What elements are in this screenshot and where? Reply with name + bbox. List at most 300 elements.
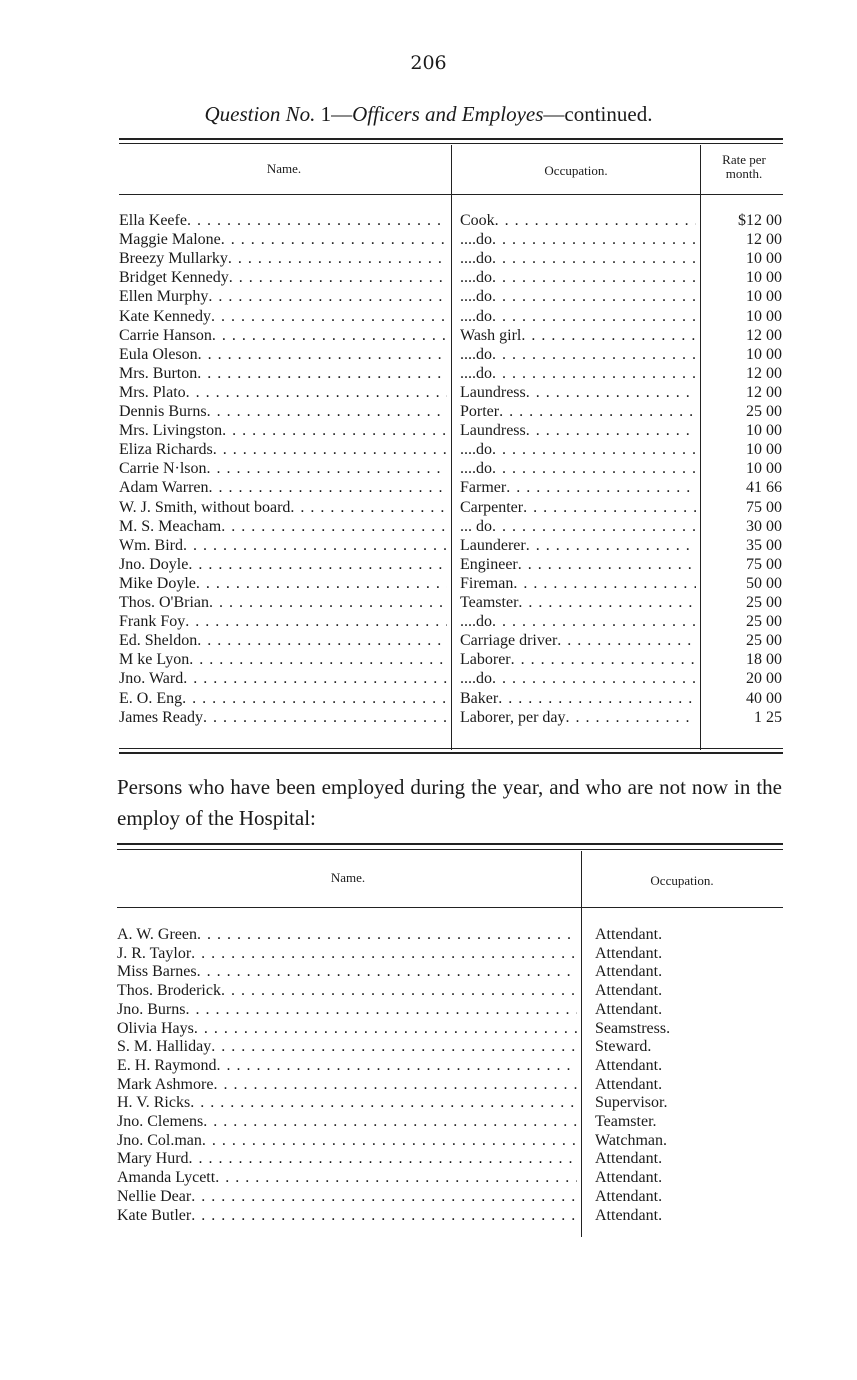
employee-name-text: M ke Lyon: [119, 651, 190, 669]
employee-name-text: Eula Oleson: [119, 345, 198, 363]
employee-occupation-text: ....do: [460, 288, 492, 306]
employee-name-text: Ellen Murphy: [119, 288, 209, 306]
table2-header-rule: [117, 907, 783, 908]
employee-name-text: James Ready: [119, 708, 203, 726]
employee-occupation-text: Carriage driver: [460, 632, 558, 650]
table1-occupation-cell: [460, 669, 696, 688]
employee-occupation: [460, 364, 696, 383]
table2-name-cell: [117, 1149, 577, 1168]
employee-occupation-text: Laundress: [460, 422, 526, 440]
table1-occupation-cell: [460, 307, 696, 326]
employee-name-text: Kate Kennedy: [119, 307, 211, 325]
table1-name-cell: [119, 708, 447, 727]
table1-name-cell: [119, 345, 447, 364]
former-employee-name-text: Jno. Clemens: [117, 1113, 204, 1130]
title-subject: Officers and Employes: [352, 102, 544, 126]
employee-occupation-text: Laundress: [460, 383, 526, 401]
dot-leader: [197, 364, 447, 383]
former-employee-name: [117, 1056, 577, 1075]
dot-leader: [191, 944, 577, 963]
dot-leader: [185, 612, 447, 631]
former-employee-name-text: Thos. Broderick: [117, 982, 221, 1000]
table2-name-cell: [117, 1168, 577, 1187]
employee-occupation: [460, 230, 696, 249]
dot-leader: [189, 650, 447, 669]
table2-header-name: Name.: [330, 870, 366, 885]
table1-rate-cell: 1 25: [754, 708, 782, 726]
employee-name-text: Jno. Doyle: [119, 555, 189, 573]
employee-occupation: [460, 650, 696, 669]
dot-leader: [196, 574, 447, 593]
table2-occupation-cell: Attendant.: [595, 1000, 663, 1018]
table1-rate-cell: 12 00: [746, 383, 782, 401]
table1-occupation-cell: [460, 478, 696, 497]
employee-occupation: [460, 574, 696, 593]
table1-name-cell: [119, 593, 447, 612]
employee-occupation: [460, 383, 696, 402]
employee-name-text: Carrie N·lson: [119, 460, 207, 478]
table2-name-cell: [117, 1075, 577, 1094]
table2-occupation-cell: Supervisor.: [595, 1094, 668, 1112]
former-employee-name: [117, 1019, 577, 1038]
table2-name-cell: [117, 1056, 577, 1075]
dot-leader: [188, 555, 447, 574]
employee-name: [119, 307, 447, 326]
table1-occupation-cell: [460, 326, 696, 345]
table1-name-cell: [119, 612, 447, 631]
dot-leader: [506, 478, 696, 497]
dot-leader: [202, 1131, 577, 1150]
dot-leader: [222, 421, 447, 440]
table2-occupation-cell: Attendant.: [595, 982, 663, 1000]
dot-leader: [492, 669, 696, 688]
table1-name-cell: [119, 326, 447, 345]
former-employee-name: [117, 944, 577, 963]
table1-rate-cell: 12 00: [746, 231, 782, 249]
employee-name: [119, 517, 447, 536]
dot-leader: [185, 1000, 577, 1019]
employee-occupation-text: Engineer: [460, 555, 518, 573]
table1-divider-1: [451, 145, 452, 750]
employee-occupation: [460, 287, 696, 306]
table1-rate-cell: 18 00: [746, 651, 782, 669]
table2-divider: [581, 851, 582, 1237]
former-employee-name-text: Mark Ashmore: [117, 1075, 214, 1093]
dot-leader: [197, 962, 577, 981]
dot-leader: [521, 326, 696, 345]
employee-name-text: Maggie Malone: [119, 231, 221, 249]
dot-leader: [566, 708, 696, 727]
table1-rate-cell: 10 00: [746, 250, 782, 268]
employee-name: [119, 478, 447, 497]
employee-occupation: [460, 402, 696, 421]
table1-rate-cell: 10 00: [746, 345, 782, 363]
dot-leader: [211, 1037, 577, 1056]
employee-name: [119, 326, 447, 345]
table1-rate-cell: 10 00: [746, 460, 782, 478]
employee-occupation-text: ....do: [460, 460, 492, 478]
employee-name-text: Ed. Sheldon: [119, 632, 198, 650]
dot-leader: [221, 517, 447, 536]
employee-name: [119, 287, 447, 306]
table1-name-cell: [119, 402, 447, 421]
employee-occupation-text: ....do: [460, 269, 492, 287]
employee-name-text: Mrs. Plato: [119, 383, 186, 401]
dot-leader: [523, 498, 696, 517]
employee-name: [119, 402, 447, 421]
table1-name-cell: [119, 211, 447, 230]
former-employee-name: [117, 1112, 577, 1131]
table1-occupation-cell: [460, 631, 696, 650]
title-number: 1—: [315, 102, 353, 126]
table2-name-cell: [117, 962, 577, 981]
table2-name-cell: [117, 1187, 577, 1206]
table1-name-cell: [119, 268, 447, 287]
employee-occupation-text: ....do: [460, 364, 492, 382]
employee-name-text: Wm. Bird: [119, 536, 183, 554]
table2-occupation-cell: Attendant.: [595, 1206, 663, 1224]
table2-occupation-cell: Attendant.: [595, 1056, 663, 1074]
dot-leader: [492, 307, 696, 326]
dot-leader: [492, 230, 696, 249]
dot-leader: [229, 268, 447, 287]
table1-occupation-cell: [460, 517, 696, 536]
employee-name: [119, 459, 447, 478]
table1-bottom-rule-thick: [119, 752, 783, 754]
table1-rate-cell: 25 00: [746, 594, 782, 611]
table1-header-rate: Rate per month.: [722, 152, 766, 181]
employee-name: [119, 364, 447, 383]
former-employee-name-text: Jno. Col.man: [117, 1131, 202, 1149]
employee-name: [119, 631, 447, 650]
table1-occupation-cell: [460, 459, 696, 478]
dot-leader: [212, 326, 447, 345]
employee-name: [119, 689, 447, 708]
employee-occupation-text: Carpenter: [460, 498, 524, 516]
dot-leader: [183, 536, 447, 555]
dot-leader: [518, 555, 696, 574]
table2-name-cell: [117, 1131, 577, 1150]
table1-rate-cell: 75 00: [746, 498, 782, 516]
employee-occupation: [460, 478, 696, 497]
dot-leader: [197, 925, 577, 944]
employee-name-text: Jno. Ward: [119, 670, 184, 688]
table1-occupation-cell: [460, 440, 696, 459]
table1-occupation-cell: [460, 708, 696, 727]
dot-leader: [207, 402, 447, 421]
table1-header-occupation: Occupation.: [544, 163, 608, 178]
table1-name-cell: [119, 669, 447, 688]
employee-name: [119, 708, 447, 727]
dot-leader: [513, 574, 696, 593]
former-employee-name-text: Olivia Hays: [117, 1019, 194, 1037]
employee-occupation: [460, 307, 696, 326]
employee-occupation: [460, 498, 696, 517]
title-suffix: —continued.: [543, 102, 653, 126]
table1-occupation-cell: [460, 593, 696, 612]
former-employee-name-text: E. H. Raymond: [117, 1056, 217, 1074]
dot-leader: [557, 631, 696, 650]
table1-name-cell: [119, 517, 447, 536]
table2-occupation-cell: Teamster.: [595, 1113, 657, 1130]
employee-name-text: E. O. Eng: [119, 689, 183, 707]
employee-occupation: [460, 440, 696, 459]
former-employee-name: [117, 1131, 577, 1150]
page-title: [0, 102, 857, 127]
table1-name-cell: [119, 364, 447, 383]
dot-leader: [492, 249, 696, 268]
dot-leader: [492, 440, 696, 459]
former-employee-name-text: Miss Barnes: [117, 963, 197, 981]
employee-occupation-text: ....do: [460, 670, 492, 688]
employee-occupation-text: Laborer: [460, 651, 511, 669]
former-employee-name: [117, 981, 577, 1000]
table2-top-rule: [117, 843, 783, 845]
dot-leader: [498, 689, 696, 708]
table1-name-cell: [119, 230, 447, 249]
table1-name-cell: [119, 307, 447, 326]
former-employee-name-text: Mary Hurd: [117, 1150, 189, 1168]
employee-occupation-text: ....do: [460, 345, 492, 363]
employee-occupation: [460, 708, 696, 727]
table1-name-cell: [119, 650, 447, 669]
dot-leader: [492, 517, 696, 536]
employee-occupation-text: ... do: [460, 517, 492, 535]
employee-name: [119, 593, 447, 612]
dot-leader: [492, 459, 696, 478]
table2-name-cell: [117, 1206, 577, 1225]
employee-occupation-text: ....do: [460, 250, 492, 268]
table1-rate-cell: 10 00: [746, 269, 782, 287]
table1-occupation-cell: [460, 689, 696, 708]
dot-leader: [211, 307, 447, 326]
employee-name: [119, 574, 447, 593]
employee-occupation-text: Wash girl: [460, 326, 522, 344]
table1-rate-cell: $12 00: [738, 212, 782, 229]
employee-occupation-text: ....do: [460, 441, 492, 459]
former-employee-name: [117, 925, 577, 944]
dot-leader: [290, 498, 447, 517]
table1-top-rule: [119, 138, 783, 140]
dot-leader: [492, 364, 696, 383]
dot-leader: [207, 459, 447, 478]
table2-header-occupation: Occupation.: [650, 873, 714, 888]
dot-leader: [189, 1149, 577, 1168]
employee-occupation-text: Teamster: [460, 594, 519, 611]
dot-leader: [209, 478, 448, 497]
employee-occupation-text: Farmer: [460, 479, 507, 497]
table1-occupation-cell: [460, 364, 696, 383]
employee-name-text: Frank Foy: [119, 613, 186, 631]
former-employee-name: [117, 1206, 577, 1225]
employee-occupation: [460, 211, 696, 230]
table1-occupation-cell: [460, 574, 696, 593]
table1-rate-cell: 35 00: [746, 536, 782, 554]
dot-leader: [208, 287, 447, 306]
employee-occupation: [460, 517, 696, 536]
dot-leader: [492, 345, 696, 364]
employee-occupation-text: Fireman: [460, 574, 514, 592]
dot-leader: [526, 421, 696, 440]
table1-rate-cell: 25 00: [746, 403, 782, 420]
employee-name: [119, 268, 447, 287]
dot-leader: [499, 402, 696, 421]
table1-rate-cell: 12 00: [746, 326, 782, 344]
employee-name-text: W. J. Smith, without board: [119, 498, 291, 516]
former-employee-name: [117, 1037, 577, 1056]
dot-leader: [215, 1168, 577, 1187]
table1-name-cell: [119, 574, 447, 593]
dot-leader: [187, 211, 447, 230]
employee-name-text: Carrie Hanson: [119, 326, 212, 344]
dot-leader: [511, 650, 696, 669]
dot-leader: [495, 211, 696, 230]
former-employee-name: [117, 1000, 577, 1019]
former-employee-name-text: Nellie Dear: [117, 1187, 192, 1205]
table1-name-cell: [119, 689, 447, 708]
employee-occupation: [460, 345, 696, 364]
employee-occupation: [460, 593, 696, 612]
former-employee-name: [117, 1187, 577, 1206]
employee-occupation-text: Baker: [460, 689, 499, 707]
employee-name-text: Mrs. Burton: [119, 364, 198, 382]
employee-name: [119, 650, 447, 669]
dot-leader: [526, 536, 696, 555]
table1-rate-cell: 30 00: [746, 517, 782, 535]
employee-occupation: [460, 459, 696, 478]
employee-name: [119, 440, 447, 459]
employee-name-text: Mrs. Livingston: [119, 422, 223, 440]
employee-name: [119, 421, 447, 440]
table1-occupation-cell: [460, 287, 696, 306]
table1-occupation-cell: [460, 498, 696, 517]
table2-name-cell: [117, 1019, 577, 1038]
table1-bottom-rule: [119, 748, 783, 749]
employee-occupation-text: ....do: [460, 613, 492, 631]
dot-leader: [221, 981, 577, 1000]
dot-leader: [518, 593, 696, 612]
table1-occupation-cell: [460, 421, 696, 440]
employee-name-text: Ella Keefe: [119, 212, 187, 229]
former-employee-name-text: Amanda Lycett: [117, 1169, 216, 1187]
employee-occupation-text: ....do: [460, 307, 492, 325]
former-employee-name-text: A. W. Green: [117, 926, 197, 943]
employee-name: [119, 669, 447, 688]
table1-rate-cell: 25 00: [746, 613, 782, 631]
table1-name-cell: [119, 287, 447, 306]
dot-leader: [217, 1056, 577, 1075]
dot-leader: [228, 249, 447, 268]
table2-name-cell: [117, 1037, 577, 1056]
table1-rate-cell: 10 00: [746, 307, 782, 325]
table2-occupation-cell: Attendant.: [595, 963, 663, 981]
employee-occupation: [460, 631, 696, 650]
table1-name-cell: [119, 631, 447, 650]
employee-occupation: [460, 249, 696, 268]
table1-rate-cell: 10 00: [746, 422, 782, 440]
employee-name-text: Breezy Mullarky: [119, 250, 228, 268]
table1-occupation-cell: [460, 650, 696, 669]
table1-name-cell: [119, 383, 447, 402]
dot-leader: [203, 1112, 577, 1131]
table2-name-cell: [117, 944, 577, 963]
dot-leader: [492, 268, 696, 287]
table2-occupation-cell: Attendant.: [595, 926, 663, 943]
employee-name-text: Eliza Richards: [119, 441, 213, 459]
dot-leader: [492, 287, 696, 306]
employee-occupation-text: Laborer, per day: [460, 708, 566, 726]
table1-rate-cell: 10 00: [746, 288, 782, 306]
title-prefix: Question No.: [204, 102, 316, 126]
table1-rate-cell: 41 66: [746, 479, 782, 497]
employee-name: [119, 612, 447, 631]
table1-name-cell: [119, 249, 447, 268]
table1-occupation-cell: [460, 230, 696, 249]
employee-occupation: [460, 555, 696, 574]
former-employee-name: [117, 1168, 577, 1187]
former-employee-name-text: Kate Butler: [117, 1206, 192, 1224]
employee-name: [119, 498, 447, 517]
table1-occupation-cell: [460, 345, 696, 364]
employee-occupation: [460, 669, 696, 688]
former-employee-name-text: S. M. Halliday: [117, 1038, 212, 1056]
table1-occupation-cell: [460, 402, 696, 421]
employee-occupation-text: ....do: [460, 231, 492, 249]
dot-leader: [190, 1093, 577, 1112]
employed-paragraph: Persons who have been employed during the year, and who are not now in the employ of the Hospital:: [117, 775, 782, 830]
employee-name: [119, 345, 447, 364]
table1-divider-2: [700, 145, 701, 750]
table2-occupation-cell: Attendant.: [595, 1075, 663, 1093]
table1-name-cell: [119, 498, 447, 517]
employee-name: [119, 230, 447, 249]
former-employee-name: [117, 1075, 577, 1094]
former-employee-name: [117, 962, 577, 981]
dot-leader: [213, 1075, 577, 1094]
employee-name: [119, 536, 447, 555]
table1-name-cell: [119, 440, 447, 459]
page-number: 206: [410, 52, 447, 74]
employee-name-text: M. S. Meacham: [119, 517, 222, 535]
table1-header-rule: [119, 194, 783, 195]
table2-name-cell: [117, 981, 577, 1000]
table1-name-cell: [119, 421, 447, 440]
table1-rate-cell: 20 00: [746, 670, 782, 688]
dot-leader: [221, 230, 447, 249]
table2-occupation-cell: Attendant.: [595, 1187, 663, 1205]
table1-occupation-cell: [460, 555, 696, 574]
employee-occupation: [460, 421, 696, 440]
employee-occupation: [460, 612, 696, 631]
table2-occupation-cell: Seamstress.: [595, 1019, 671, 1037]
former-employee-name: [117, 1149, 577, 1168]
employee-occupation-text: Launderer: [460, 536, 526, 554]
employee-name-text: Adam Warren: [119, 479, 209, 497]
dot-leader: [209, 593, 447, 612]
employee-occupation: [460, 326, 696, 345]
employee-occupation-text: Cook: [460, 212, 495, 229]
employee-occupation: [460, 689, 696, 708]
table2-occupation-cell: Attendant.: [595, 1169, 663, 1187]
table1-occupation-cell: [460, 211, 696, 230]
employee-name-text: Thos. O'Brian: [119, 594, 209, 611]
dot-leader: [203, 708, 447, 727]
table2-top-rule-thin: [117, 849, 783, 850]
table1-rate-cell: 10 00: [746, 441, 782, 459]
former-employee-name-text: J. R. Taylor: [117, 944, 192, 962]
employee-name: [119, 555, 447, 574]
table1-name-cell: [119, 459, 447, 478]
